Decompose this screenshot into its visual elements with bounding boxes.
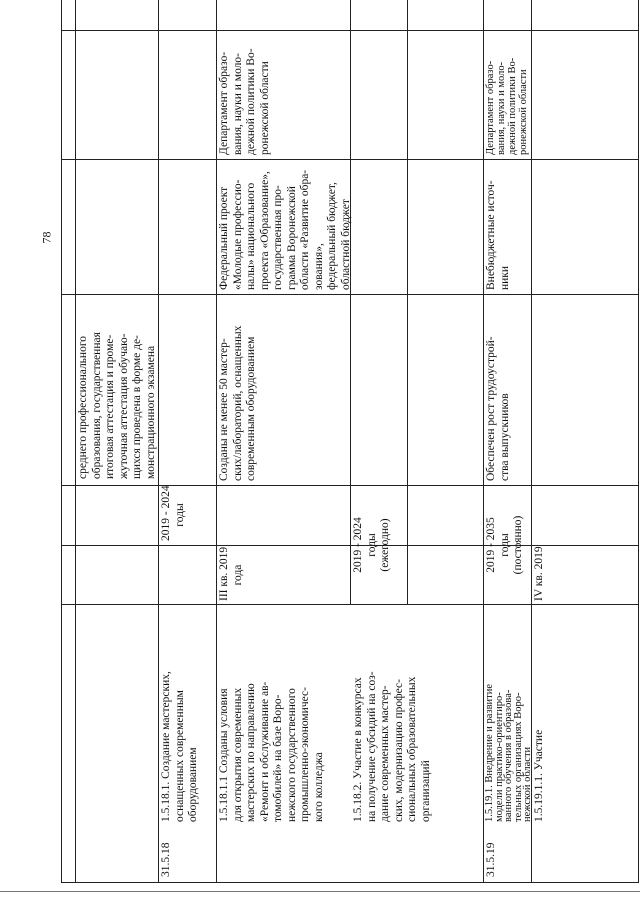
- result-text: среднего профессионального: [77, 335, 89, 479]
- result-text: монстрационного экзамена: [144, 345, 157, 479]
- responsible-cell: Департамент образо- вания, науки и моло- дежной политики Во- ронежской области: [218, 48, 271, 155]
- bottom-rule: [0, 891, 640, 892]
- activity-cell: 1.5.19.1.1. Участие: [533, 729, 545, 822]
- table-border: [61, 159, 639, 160]
- result-cell: Созданы не менее 50 мастер- ских/лабораторий, оснащенных современным оборудованием: [218, 325, 257, 481]
- table-border: [638, 0, 639, 883]
- activity-cell: 1.5.18.1.1 Созданы условия для открытия современных мастерских по направлению «Ремонт и обслуживание ав- томобилей» на базе Воро- нежского государственного промышленно-экономичес- кого колледжа: [218, 681, 325, 822]
- table-border: [61, 0, 62, 883]
- activity-cell: 1.5.19.1. Внедрение и развитие модели практико-ориентиро- ванного обучения в образова- тельных организациях Воро- нежской области: [484, 683, 533, 822]
- result-text: щихся проведена в форме де-: [131, 335, 143, 479]
- responsible-cell: Департамент образо- вания, науки и моло- дежной политики Во- ронежской области: [485, 57, 529, 155]
- source-cell: Федеральный проект «Молодые профессио- налы» национального проекта «Образование», государственная про- грамма Воронежской области «Развитие обра- зования», федеральный бюджет, областной бюджет: [218, 169, 352, 290]
- plan-table: [61, 0, 639, 883]
- result-cell: Обеспечен рост трудоустрой- ства выпускников: [485, 336, 511, 481]
- row-number: 31.5.19: [485, 842, 497, 877]
- activity-cell: 1.5.18.2. Участие в конкурсах на получение субсидий на соз- дание современных мастер- ских, модернизацию профес- сиональных образовательных организаций: [352, 671, 432, 822]
- period-cell: 2019 - 2024 годы (ежегодно): [352, 517, 391, 573]
- period-cell: 2019 - 2035 годы (постоянно): [485, 515, 524, 575]
- activity-cell: 1.5.18.1. Создание мастерских, оснащенных современным оборудованием: [160, 671, 199, 822]
- result-text: итоговая аттестация и проме-: [104, 334, 116, 479]
- page-number: 78: [39, 231, 54, 243]
- source-cell: Внебюджетные источ- ники: [485, 180, 511, 290]
- table-border: [61, 294, 639, 295]
- row-number: 31.5.18: [160, 842, 172, 877]
- result-text: жуточная аттестация обучаю-: [117, 333, 130, 479]
- table-border: [61, 882, 639, 883]
- result-cell: [75, 304, 158, 482]
- table-border: [61, 30, 639, 31]
- result-text: образования, государственная: [90, 332, 103, 479]
- period-cell: IV кв. 2019: [533, 546, 545, 601]
- period-cell: 2019 - 2024 годы: [160, 485, 186, 541]
- period-cell: III кв. 2019 года: [218, 546, 244, 601]
